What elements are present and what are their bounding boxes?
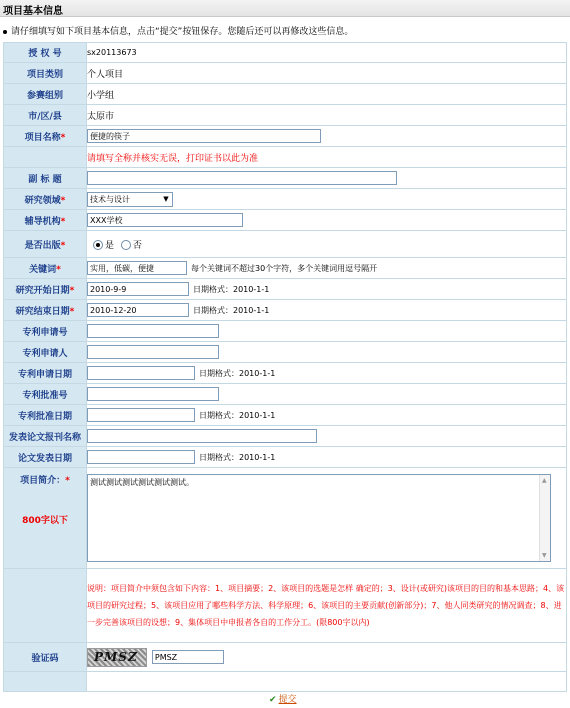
end-date-input[interactable] [87, 303, 189, 317]
label-end-date: 研究结束日期* [4, 300, 87, 321]
chevron-down-icon: ▼ [163, 194, 169, 203]
row-journal-name [4, 426, 567, 447]
check-icon: ✔ [269, 695, 277, 705]
label-project-name: 项目名称* [4, 126, 87, 147]
keywords-hint: 每个关键词不超过30个字符，多个关键词用逗号隔开 [191, 263, 378, 273]
label-project-type: 项目类别 [4, 63, 87, 84]
subtitle-input[interactable] [87, 171, 397, 185]
label-journal-name: 发表论文报刊名称 [4, 426, 87, 447]
submit-button[interactable] [269, 692, 297, 705]
label-captcha: 验证码 [4, 643, 87, 672]
value-auth-no: sx20113673 [87, 43, 567, 63]
row-empty [4, 672, 567, 692]
row-start-date [4, 279, 567, 300]
label-subtitle: 副 标 题 [4, 168, 87, 189]
instruction-text [3, 24, 353, 37]
label-paper-date: 论文发表日期 [4, 447, 87, 468]
value-city: 太原市 [87, 105, 567, 126]
scrollbar[interactable] [539, 475, 550, 561]
row-patent-grant-no [4, 384, 567, 405]
date-format-hint: 日期格式：2010-1-1 [199, 368, 276, 378]
label-entry-group: 参赛组别 [4, 84, 87, 105]
summary-text: 测试测试测试测试测试测试。 [90, 478, 194, 487]
tutor-org-input[interactable] [87, 213, 243, 227]
summary-limit: 800字以下 [22, 516, 68, 526]
patent-app-date-input[interactable] [87, 366, 195, 380]
date-format-hint: 日期格式：2010-1-1 [199, 410, 276, 420]
patent-app-no-input[interactable] [87, 324, 219, 338]
row-patent-app-no [4, 321, 567, 342]
row-project-name [4, 126, 567, 147]
label-auth-no: 授 权 号 [4, 43, 87, 63]
row-tutor-org [4, 210, 567, 231]
summary-description: 说明：项目简介中须包含如下内容：1、项目摘要；2、该项目的选题是怎样 确定的；3、设计(或研究)该项目的目的和基本思路；4、该项目的研究过程；5、该项目应用了哪些科学方法、科学原理；6、该项目的主要贡献(创新部分)；7、他人同类研究的情况调查；8、进一步完善该项目的设想；9、集体项目中申报者各自的工作分工。(限800字以内) [87, 569, 567, 643]
label-tutor-org: 辅导机构* [4, 210, 87, 231]
row-captcha [4, 643, 567, 672]
instruction-label: 请仔细填写如下项目基本信息，点击“提交”按钮保存。您随后还可以再修改这些信息。 [11, 27, 354, 37]
label-patent-grant-date: 专利批准日期 [4, 405, 87, 426]
date-format-hint: 日期格式：2010-1-1 [199, 452, 276, 462]
captcha-input[interactable] [152, 650, 224, 664]
row-paper-date [4, 447, 567, 468]
published-yes-label: 是 [105, 240, 115, 251]
row-summary [4, 468, 567, 569]
row-auth-no [4, 43, 567, 63]
row-subtitle [4, 168, 567, 189]
row-entry-group [4, 84, 567, 105]
row-patent-applicant [4, 342, 567, 363]
label-summary: 项目简介：* 800字以下 [4, 468, 87, 569]
patent-grant-no-input[interactable] [87, 387, 219, 401]
value-entry-group: 小学组 [87, 84, 567, 105]
required-mark: * [60, 132, 66, 143]
journal-name-input[interactable] [87, 429, 317, 443]
label-patent-applicant: 专利申请人 [4, 342, 87, 363]
label-patent-app-no: 专利申请号 [4, 321, 87, 342]
captcha-image[interactable]: PMSZ [87, 648, 147, 667]
row-research-field [4, 189, 567, 210]
label-start-date: 研究开始日期* [4, 279, 87, 300]
patent-applicant-input[interactable] [87, 345, 219, 359]
start-date-input[interactable] [87, 282, 189, 296]
row-summary-description [4, 569, 567, 643]
row-keywords [4, 258, 567, 279]
project-name-hint: 请填写全称并核实无误，打印证书以此为准 [87, 147, 567, 168]
summary-textarea[interactable] [87, 474, 551, 562]
published-no-label: 否 [132, 240, 142, 251]
row-patent-grant-date [4, 405, 567, 426]
row-patent-app-date [4, 363, 567, 384]
date-format-hint: 日期格式：2010-1-1 [193, 284, 270, 294]
scroll-down-icon: ▼ [542, 552, 547, 559]
row-published [4, 231, 567, 258]
label-published: 是否出版* [4, 231, 87, 258]
row-city [4, 105, 567, 126]
submit-label: 提交 [278, 695, 297, 705]
label-patent-grant-no: 专利批准号 [4, 384, 87, 405]
row-end-date [4, 300, 567, 321]
row-project-name-hint [4, 147, 567, 168]
scroll-up-icon: ▲ [542, 477, 547, 484]
paper-date-input[interactable] [87, 450, 195, 464]
published-yes-radio[interactable] [93, 240, 103, 250]
label-keywords: 关键词* [4, 258, 87, 279]
label-city: 市/区/县 [4, 105, 87, 126]
section-title: 项目基本信息 [3, 6, 63, 17]
bullet-icon [3, 30, 7, 34]
patent-grant-date-input[interactable] [87, 408, 195, 422]
label-patent-app-date: 专利申请日期 [4, 363, 87, 384]
label-research-field: 研究领域* [4, 189, 87, 210]
project-info-form [3, 42, 567, 692]
research-field-select[interactable]: 技术与设计 ▼ [87, 192, 173, 207]
project-name-input[interactable] [87, 129, 321, 143]
keywords-input[interactable] [87, 261, 187, 275]
row-project-type [4, 63, 567, 84]
date-format-hint: 日期格式：2010-1-1 [193, 305, 270, 315]
value-project-type: 个人项目 [87, 63, 567, 84]
section-header [0, 0, 570, 17]
published-no-radio[interactable] [121, 240, 131, 250]
